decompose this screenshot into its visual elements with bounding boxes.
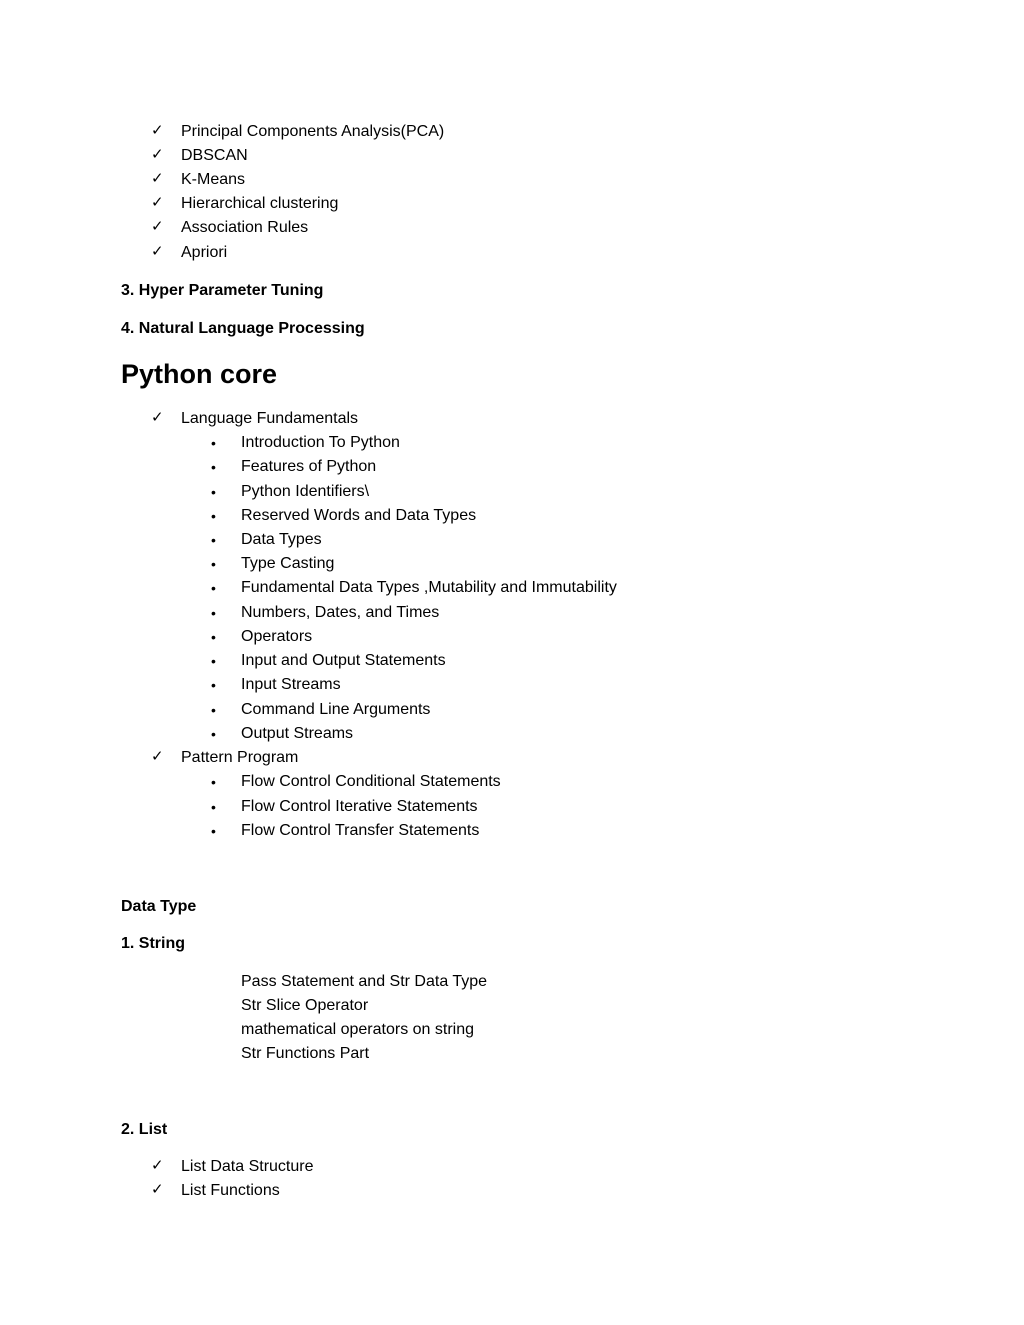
list-item: Pass Statement and Str Data Type (241, 973, 488, 990)
bullet-icon: • (211, 484, 216, 500)
list-item: Output Streams (241, 725, 354, 742)
list-item-language-fundamentals: Language Fundamentals (181, 410, 359, 427)
list-item: List Functions (181, 1182, 280, 1199)
list-item: Str Slice Operator (241, 997, 369, 1014)
bullet-icon: • (211, 532, 216, 548)
list-item: List Data Structure (181, 1158, 314, 1175)
check-icon: ✓ (151, 1157, 164, 1174)
list-item: mathematical operators on string (241, 1021, 474, 1038)
list-item: Hierarchical clustering (181, 195, 339, 212)
check-icon: ✓ (151, 748, 164, 765)
bullet-icon: • (211, 435, 216, 451)
section-heading-data-type: Data Type (121, 898, 197, 915)
bullet-icon: • (211, 677, 216, 693)
list-item: Association Rules (181, 219, 309, 236)
bullet-icon: • (211, 702, 216, 718)
check-icon: ✓ (151, 218, 164, 235)
check-icon: ✓ (151, 146, 164, 163)
check-icon: ✓ (151, 243, 164, 260)
list-item: Operators (241, 628, 313, 645)
list-item: Type Casting (241, 555, 335, 572)
list-item: Numbers, Dates, and Times (241, 604, 440, 621)
bullet-icon: • (211, 823, 216, 839)
section-heading-nlp: 4. Natural Language Processing (121, 320, 365, 337)
list-item: Input Streams (241, 676, 341, 693)
bullet-icon: • (211, 629, 216, 645)
check-icon: ✓ (151, 194, 164, 211)
bullet-icon: • (211, 580, 216, 596)
bullet-icon: • (211, 459, 216, 475)
section-heading-list: 2. List (121, 1121, 168, 1138)
list-item: Flow Control Transfer Statements (241, 822, 480, 839)
list-item: Fundamental Data Types ,Mutability and Immutability (241, 579, 617, 596)
section-heading-string: 1. String (121, 935, 186, 952)
bullet-icon: • (211, 556, 216, 572)
bullet-icon: • (211, 605, 216, 621)
list-item: Apriori (181, 244, 228, 261)
list-item: K-Means (181, 171, 246, 188)
check-icon: ✓ (151, 122, 164, 139)
check-icon: ✓ (151, 409, 164, 426)
check-icon: ✓ (151, 1181, 164, 1198)
bullet-icon: • (211, 508, 216, 524)
section-heading-hyper: 3. Hyper Parameter Tuning (121, 282, 324, 299)
list-item: Str Functions Part (241, 1045, 370, 1062)
list-item: Reserved Words and Data Types (241, 507, 477, 524)
list-item: Python Identifiers\ (241, 483, 370, 500)
bullet-icon: • (211, 726, 216, 742)
list-item: Introduction To Python (241, 434, 400, 451)
list-item-pattern-program: Pattern Program (181, 749, 299, 766)
bullet-icon: • (211, 799, 216, 815)
list-item: Input and Output Statements (241, 652, 446, 669)
list-item: Data Types (241, 531, 322, 548)
list-item: Features of Python (241, 458, 377, 475)
list-item: Flow Control Conditional Statements (241, 773, 501, 790)
bullet-icon: • (211, 653, 216, 669)
page-title: Python core (121, 359, 278, 389)
list-item: DBSCAN (181, 147, 248, 164)
list-item: Principal Components Analysis(PCA) (181, 123, 445, 140)
list-item: Flow Control Iterative Statements (241, 798, 478, 815)
bullet-icon: • (211, 774, 216, 790)
list-item: Command Line Arguments (241, 701, 431, 718)
check-icon: ✓ (151, 170, 164, 187)
